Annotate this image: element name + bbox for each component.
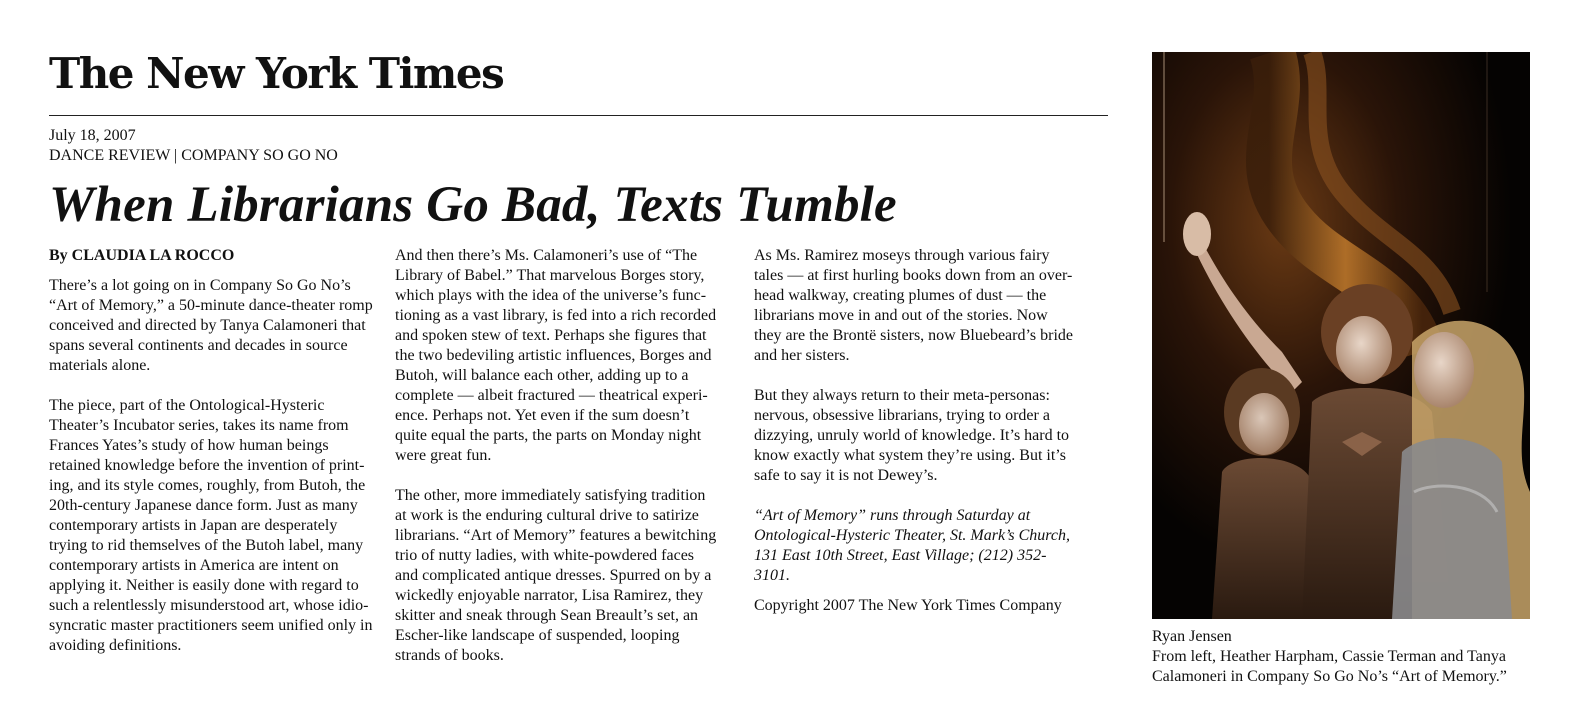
text-line: The piece, part of the Ontological-Hysteric: [49, 397, 325, 414]
text-line: retained knowledge before the invention of print-: [49, 457, 365, 474]
performance-photo-illustration: [1152, 52, 1530, 619]
text-line: avoiding definitions.: [49, 637, 182, 654]
text-line: trio of nutty ladies, with white-powdered faces: [395, 547, 695, 564]
text-line: applying it. Neither is easily done with regard to: [49, 577, 359, 594]
text-line: skitter and sneak through Sean Breault’s set, an: [395, 607, 699, 624]
paragraph: [49, 276, 389, 376]
text-line: 131 East 10th Street, East Village; (212) 352-: [754, 547, 1047, 564]
article-headline: When Librarians Go Bad, Texts Tumble: [49, 177, 897, 233]
text-line: such a relentlessly misunderstood art, whose idio-: [49, 597, 369, 614]
text-line: Theater’s Incubator series, takes its name from: [49, 417, 349, 434]
photo-caption: From left, Heather Harpham, Cassie Terman and Tanya Calamoneri in Company So Go No’s “Art of Memory.”: [1152, 648, 1507, 685]
article-section: DANCE REVIEW | COMPANY SO GO NO: [49, 147, 338, 164]
article-column-3: [754, 246, 1096, 616]
paragraph: [395, 486, 735, 666]
paragraph: [395, 246, 735, 466]
article-photo: [1152, 52, 1530, 619]
text-line: And then there’s Ms. Calamoneri’s use of “The: [395, 247, 698, 264]
text-line: and spoken stew of text. Perhaps she figures that: [395, 327, 707, 344]
text-line: 20th-century Japanese dance form. Just as many: [49, 497, 358, 514]
text-line: know exactly what system they’re using. But it’s: [754, 447, 1066, 464]
text-line: Frances Yates’s study of how human beings: [49, 437, 329, 454]
text-line: Butoh, will balance each other, adding up to a: [395, 367, 689, 384]
text-line: contemporary artists in America are intent on: [49, 557, 339, 574]
text-line: Library of Babel.” That marvelous Borges story,: [395, 267, 705, 284]
text-line: tioning as a vast library, is fed into a rich recorded: [395, 307, 717, 324]
text-line: they are the Brontë sisters, now Bluebeard’s bride: [754, 327, 1074, 344]
text-line: safe to say it is not Dewey’s.: [754, 467, 938, 484]
text-line: ence. Perhaps not. Yet even if the sum doesn’t: [395, 407, 690, 424]
text-line: complete — albeit fractured — theatrical experi-: [395, 387, 708, 404]
text-line: 3101.: [754, 567, 790, 584]
article-date: July 18, 2007: [49, 127, 136, 144]
performance-info: [754, 506, 1096, 586]
photo-credit: Ryan Jensen: [1152, 628, 1232, 645]
text-line: were great fun.: [395, 447, 492, 464]
text-line: There’s a lot going on in Company So Go No’s: [49, 277, 351, 294]
paragraph: [754, 246, 1096, 366]
text-line: trying to rid themselves of the Butoh label, many: [49, 537, 364, 554]
text-line: “Art of Memory” runs through Saturday at: [754, 507, 1031, 524]
copyright-notice: Copyright 2007 The New York Times Company: [754, 597, 1062, 614]
text-line: tales — at first hurling books down from an over-: [754, 267, 1073, 284]
text-line: wickedly enjoyable narrator, Lisa Ramirez, they: [395, 587, 704, 604]
text-line: conceived and directed by Tanya Calamoneri that: [49, 317, 366, 334]
article-byline: By CLAUDIA LA ROCCO: [49, 247, 235, 264]
text-line: ing, and its style comes, roughly, from Butoh, the: [49, 477, 366, 494]
text-line: The other, more immediately satisfying tradition: [395, 487, 706, 504]
text-line: and complicated antique dresses. Spurred on by a: [395, 567, 712, 584]
text-line: the two bedeviling artistic influences, Borges and: [395, 347, 712, 364]
masthead-logo: The New York Times: [49, 49, 504, 98]
text-line: spans several continents and decades in source: [49, 337, 348, 354]
text-line: But they always return to their meta-personas:: [754, 387, 1050, 404]
text-line: nervous, obsessive librarians, trying to order a: [754, 407, 1050, 424]
article-column-2: [395, 246, 735, 666]
text-line: syncratic master practitioners seem unified only in: [49, 617, 373, 634]
text-line: librarians. “Art of Memory” features a bewitching: [395, 527, 717, 544]
text-line: which plays with the idea of the universe’s func-: [395, 287, 707, 304]
text-line: dizzying, unruly world of knowledge. It’s hard to: [754, 427, 1070, 444]
text-line: librarians move in and out of the stories. Now: [754, 307, 1048, 324]
text-line: head walkway, creating plumes of dust — the: [754, 287, 1047, 304]
text-line: and her sisters.: [754, 347, 850, 364]
paragraph: [49, 396, 389, 656]
masthead-divider: [49, 115, 1108, 116]
paragraph: [754, 386, 1096, 486]
text-line: As Ms. Ramirez moseys through various fairy: [754, 247, 1050, 264]
text-line: strands of books.: [395, 647, 504, 664]
text-line: at work is the enduring cultural drive to satirize: [395, 507, 699, 524]
text-line: “Art of Memory,” a 50-minute dance-theater romp: [49, 297, 373, 314]
text-line: Ontological-Hysteric Theater, St. Mark’s Church,: [754, 527, 1070, 544]
text-line: Escher-like landscape of suspended, looping: [395, 627, 680, 644]
text-line: quite equal the parts, the parts on Monday night: [395, 427, 702, 444]
text-line: materials alone.: [49, 357, 151, 374]
article-column-1: [49, 246, 389, 656]
text-line: contemporary artists in Japan are desperately: [49, 517, 338, 534]
